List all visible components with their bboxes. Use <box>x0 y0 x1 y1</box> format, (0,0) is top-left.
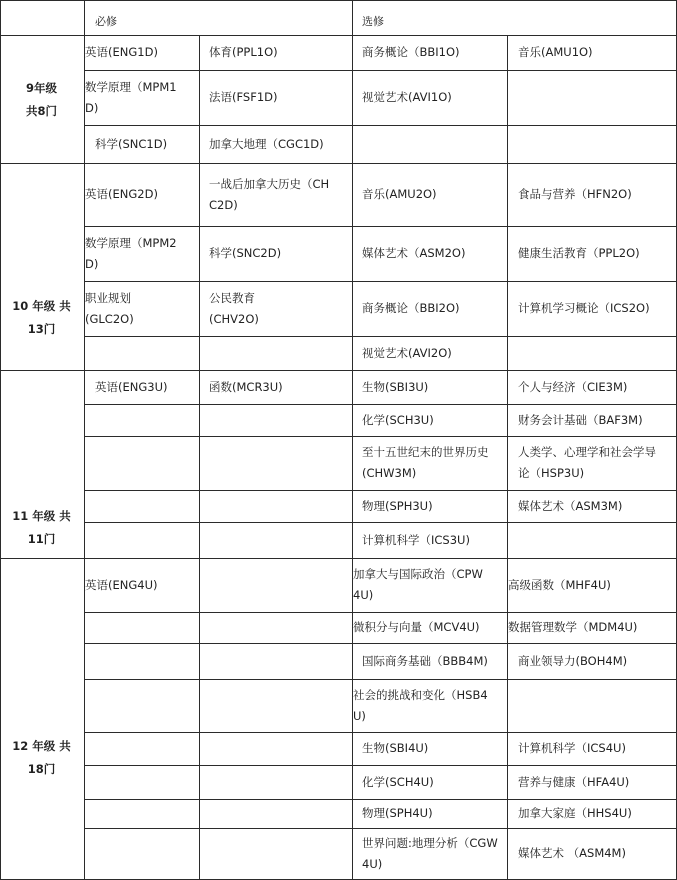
course-cell: 商务概论（BBI2O) <box>362 301 460 315</box>
row-divider <box>84 436 677 437</box>
row-divider <box>84 679 677 680</box>
course-cell: 化学(SCH4U) <box>362 775 434 789</box>
course-cell-line: D) <box>85 101 99 115</box>
course-cell <box>209 174 329 216</box>
course-cell-line: C2D) <box>209 198 238 212</box>
course-cell: 数据管理数学（MDM4U) <box>508 620 638 634</box>
course-cell: 商务概论（BBI1O) <box>362 45 460 59</box>
course-cell-line: 加拿大与国际政治（CPW <box>353 567 483 581</box>
grade-11-name: 11 年级 共 <box>12 509 71 523</box>
row-divider <box>84 125 677 126</box>
course-cell-line: 至十五世纪末的世界历史 <box>362 445 489 459</box>
row-divider <box>84 281 677 282</box>
course-cell: 体育(PPL1O) <box>209 45 278 59</box>
row-divider <box>84 643 677 644</box>
row-divider <box>84 490 677 491</box>
course-cell: 物理(SPH3U) <box>362 499 433 513</box>
course-cell: 英语(ENG2D) <box>85 187 158 201</box>
grade-12-count: 18门 <box>27 762 56 776</box>
course-cell-line: D) <box>85 257 99 271</box>
course-cell: 科学(SNC1D) <box>95 137 168 151</box>
header-required: 必修 <box>95 15 117 28</box>
course-cell: 音乐(AMU2O) <box>362 187 437 201</box>
course-cell: 营养与健康（HFA4U) <box>518 775 630 789</box>
row-divider <box>84 799 677 800</box>
row-divider <box>84 404 677 405</box>
course-cell: 生物(SBI3U) <box>362 380 429 394</box>
course-cell-line: 人类学、心理学和社会学导 <box>518 445 656 459</box>
course-cell-line: 数学原理（MPM2 <box>85 236 177 250</box>
course-cell-line: (CHW3M) <box>362 466 417 480</box>
course-cell: 科学(SNC2D) <box>209 246 282 260</box>
row-divider <box>84 522 677 523</box>
course-cell-line: 社会的挑战和变化（HSB4 <box>353 688 488 702</box>
course-cell-line: (GLC2O) <box>85 312 134 326</box>
column-divider <box>199 35 200 880</box>
course-cell <box>353 564 483 606</box>
course-cell: 生物(SBI4U) <box>362 741 429 755</box>
course-cell-line: 职业规划 <box>85 291 131 305</box>
course-cell <box>85 288 134 330</box>
column-divider <box>352 0 353 880</box>
grade-9-count: 共8门 <box>25 104 57 118</box>
course-cell: 物理(SPH4U) <box>362 806 433 820</box>
grade-10-name: 10 年级 共 <box>12 299 71 313</box>
course-cell <box>362 442 489 484</box>
course-cell: 国际商务基础（BBB4M) <box>362 654 488 668</box>
header-elective: 选修 <box>362 15 384 28</box>
course-cell: 视觉艺术(AVI2O) <box>362 346 452 360</box>
course-cell: 媒体艺术（ASM3M) <box>518 499 623 513</box>
column-divider <box>0 0 1 880</box>
course-cell-line: 论（HSP3U) <box>518 466 585 480</box>
grade-9-name: 9年级 <box>25 81 57 95</box>
row-divider <box>0 370 677 371</box>
row-divider <box>0 558 677 559</box>
row-divider <box>84 828 677 829</box>
course-cell <box>209 288 259 330</box>
course-cell <box>362 833 498 875</box>
course-cell <box>85 77 177 119</box>
row-divider <box>0 0 677 1</box>
grade-12-name: 12 年级 共 <box>12 739 71 753</box>
course-cell <box>518 442 656 484</box>
row-divider <box>84 765 677 766</box>
row-divider <box>84 226 677 227</box>
grade-11-label <box>0 505 83 551</box>
course-cell: 英语(ENG3U) <box>95 380 168 394</box>
column-divider <box>507 35 508 880</box>
course-cell: 音乐(AMU1O) <box>518 45 593 59</box>
course-cell: 计算机学习概论（ICS2O) <box>518 301 650 315</box>
course-cell: 媒体艺术 （ASM4M) <box>518 846 626 860</box>
grade-10-count: 13门 <box>27 322 56 336</box>
row-divider <box>0 35 677 36</box>
course-cell: 微积分与向量（MCV4U) <box>353 620 480 634</box>
course-cell: 函数(MCR3U) <box>209 380 283 394</box>
course-cell-line: 一战后加拿大历史（CH <box>209 177 330 191</box>
course-cell <box>353 685 488 727</box>
course-cell-line: 4U) <box>353 588 374 602</box>
grade-10-label <box>0 295 83 341</box>
course-cell-line: 世界问题:地理分析（CGW <box>362 836 498 850</box>
course-cell: 媒体艺术（ASM2O) <box>362 246 466 260</box>
course-cell: 食品与营养（HFN2O) <box>518 187 632 201</box>
row-divider <box>0 163 677 164</box>
grade-9-label <box>0 77 83 123</box>
course-cell: 个人与经济（CIE3M) <box>518 380 628 394</box>
course-cell: 法语(FSF1D) <box>209 90 278 104</box>
course-cell: 加拿大家庭（HHS4U) <box>518 806 632 820</box>
course-cell <box>85 233 177 275</box>
course-cell-line: 4U) <box>362 857 383 871</box>
course-cell: 化学(SCH3U) <box>362 413 434 427</box>
column-divider <box>84 0 85 880</box>
course-cell: 财务会计基础（BAF3M) <box>518 413 643 427</box>
course-cell: 英语(ENG1D) <box>85 45 158 59</box>
course-cell: 健康生活教育（PPL2O) <box>518 246 640 260</box>
course-cell-line: (CHV2O) <box>209 312 259 326</box>
course-cell: 英语(ENG4U) <box>85 578 158 592</box>
course-cell: 商业领导力(BOH4M) <box>518 654 628 668</box>
course-cell-line: 公民教育 <box>209 291 255 305</box>
row-divider <box>84 336 677 337</box>
course-cell: 加拿大地理（CGC1D) <box>209 137 324 151</box>
course-cell: 高级函数（MHF4U) <box>508 578 611 592</box>
course-cell-line: U) <box>353 709 366 723</box>
course-cell: 计算机科学（ICS3U) <box>362 533 470 547</box>
course-cell: 视觉艺术(AVI1O) <box>362 90 452 104</box>
row-divider <box>84 70 677 71</box>
row-divider <box>84 612 677 613</box>
row-divider <box>84 732 677 733</box>
grade-12-label <box>0 735 83 781</box>
grade-11-count: 11门 <box>27 532 56 546</box>
course-cell-line: 数学原理（MPM1 <box>85 80 177 94</box>
course-cell: 计算机科学（ICS4U) <box>518 741 626 755</box>
